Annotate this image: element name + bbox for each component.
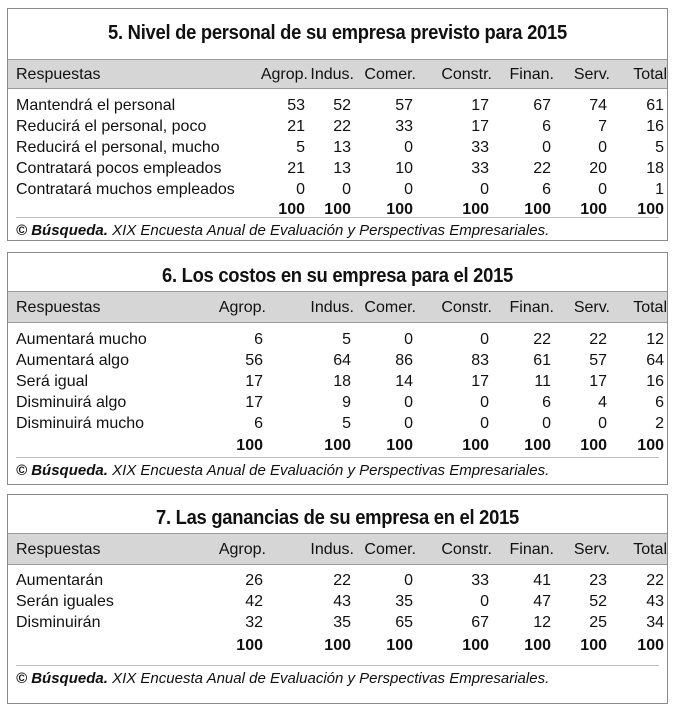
row-value: 42	[245, 593, 263, 610]
row-value: 33	[471, 572, 489, 589]
row-value: 0	[598, 139, 607, 156]
total-value: 100	[324, 437, 351, 454]
row-value: 0	[404, 181, 413, 198]
row-value: 17	[245, 373, 263, 390]
total-value: 100	[462, 201, 489, 218]
header-indus: Indus.	[310, 540, 354, 558]
row-value: 6	[655, 394, 664, 411]
header-serv: Serv.	[573, 540, 610, 558]
header-indus: Indus.	[310, 298, 354, 316]
row-value: 16	[646, 373, 664, 390]
row-value: 0	[598, 181, 607, 198]
footer-source: © Búsqueda.	[16, 462, 108, 479]
row-value: 12	[646, 331, 664, 348]
total-value: 100	[324, 637, 351, 654]
row-value: 83	[471, 352, 489, 369]
row-value: 22	[333, 118, 351, 135]
total-value: 100	[386, 437, 413, 454]
row-value: 35	[395, 593, 413, 610]
header-respuestas: Respuestas	[16, 540, 101, 558]
table-row	[8, 116, 667, 137]
row-value: 26	[245, 572, 263, 589]
row-label: Mantendrá el personal	[16, 97, 176, 114]
row-value: 0	[404, 139, 413, 156]
table-row	[8, 137, 667, 158]
row-value: 0	[480, 394, 489, 411]
row-value: 43	[333, 593, 351, 610]
row-value: 0	[480, 331, 489, 348]
row-value: 6	[542, 181, 551, 198]
row-value: 17	[589, 373, 607, 390]
row-value: 17	[471, 373, 489, 390]
row-value: 14	[395, 373, 413, 390]
table-row	[8, 179, 667, 200]
row-label: Reducirá el personal, poco	[16, 118, 207, 135]
row-value: 16	[646, 118, 664, 135]
row-value: 67	[533, 97, 551, 114]
row-value: 52	[333, 97, 351, 114]
row-value: 0	[480, 181, 489, 198]
row-value: 6	[542, 118, 551, 135]
table-row	[8, 158, 667, 179]
table-row	[8, 413, 667, 434]
total-value: 100	[637, 637, 664, 654]
header-comer: Comer.	[364, 540, 416, 558]
row-value: 64	[646, 352, 664, 369]
total-value: 100	[524, 637, 551, 654]
header-comer: Comer.	[364, 65, 416, 83]
row-value: 22	[589, 331, 607, 348]
table-panel-5	[7, 8, 668, 241]
header-comer: Comer.	[364, 298, 416, 316]
table-title: 5. Nivel de personal de su empresa previsto para 2015	[108, 22, 567, 44]
total-value: 100	[524, 437, 551, 454]
header-agrop: Agrop.	[260, 65, 308, 83]
total-value: 100	[580, 437, 607, 454]
header-constr: Constr.	[441, 298, 492, 316]
header-constr: Constr.	[441, 540, 492, 558]
row-value: 21	[287, 160, 305, 177]
row-value: 0	[480, 593, 489, 610]
table-row	[8, 392, 667, 413]
row-value: 0	[404, 572, 413, 589]
row-value: 13	[333, 160, 351, 177]
header-cells	[8, 297, 667, 318]
row-label: Contratará muchos empleados	[16, 181, 235, 198]
row-value: 18	[646, 160, 664, 177]
table-footer-source	[16, 217, 659, 239]
row-value: 4	[598, 394, 607, 411]
header-indus: Indus.	[310, 65, 354, 83]
row-value: 64	[333, 352, 351, 369]
row-value: 33	[395, 118, 413, 135]
total-value: 100	[637, 201, 664, 218]
table-row	[8, 371, 667, 392]
row-value: 13	[333, 139, 351, 156]
table-row	[8, 570, 667, 591]
row-value: 6	[254, 331, 263, 348]
row-value: 33	[471, 139, 489, 156]
row-value: 5	[342, 331, 351, 348]
row-value: 5	[655, 139, 664, 156]
row-label: Serán iguales	[16, 593, 114, 610]
totals-row	[8, 635, 667, 656]
table-header-row	[8, 59, 667, 89]
row-label: Disminuirá mucho	[16, 415, 145, 432]
row-value: 12	[533, 614, 551, 631]
row-value: 18	[333, 373, 351, 390]
header-agrop: Agrop.	[218, 540, 266, 558]
header-cells	[8, 64, 667, 85]
totals-row	[8, 435, 667, 456]
row-value: 20	[589, 160, 607, 177]
row-value: 10	[395, 160, 413, 177]
total-value: 100	[462, 637, 489, 654]
row-value: 22	[533, 331, 551, 348]
row-value: 23	[589, 572, 607, 589]
total-value: 100	[580, 201, 607, 218]
row-value: 5	[342, 415, 351, 432]
total-value: 100	[236, 437, 263, 454]
row-label: Será igual	[16, 373, 89, 390]
header-respuestas: Respuestas	[16, 65, 101, 83]
row-label: Contratará pocos empleados	[16, 160, 222, 177]
table-header-row	[8, 291, 667, 323]
row-value: 67	[471, 614, 489, 631]
row-value: 22	[333, 572, 351, 589]
total-value: 100	[236, 637, 263, 654]
row-label: Disminuirán	[16, 614, 101, 631]
row-value: 0	[598, 415, 607, 432]
total-value: 100	[324, 201, 351, 218]
row-label: Reducirá el personal, mucho	[16, 139, 220, 156]
row-value: 0	[342, 181, 351, 198]
total-value: 100	[386, 637, 413, 654]
header-respuestas: Respuestas	[16, 298, 101, 316]
row-label: Aumentarán	[16, 572, 104, 589]
row-value: 22	[533, 160, 551, 177]
row-value: 0	[542, 139, 551, 156]
row-value: 17	[471, 118, 489, 135]
header-cells	[8, 539, 667, 560]
row-value: 74	[589, 97, 607, 114]
row-value: 34	[646, 614, 664, 631]
row-value: 17	[471, 97, 489, 114]
row-value: 2	[655, 415, 664, 432]
row-value: 56	[245, 352, 263, 369]
row-value: 0	[480, 415, 489, 432]
header-serv: Serv.	[573, 65, 610, 83]
table-footer-source	[16, 665, 659, 687]
row-value: 7	[598, 118, 607, 135]
table-panel-7	[7, 494, 668, 704]
table-row	[8, 95, 667, 116]
row-value: 21	[287, 118, 305, 135]
row-value: 9	[342, 394, 351, 411]
total-value: 100	[278, 201, 305, 218]
row-value: 86	[395, 352, 413, 369]
row-value: 5	[296, 139, 305, 156]
row-value: 32	[245, 614, 263, 631]
row-value: 0	[404, 394, 413, 411]
row-value: 65	[395, 614, 413, 631]
header-finan: Finan.	[509, 540, 554, 558]
footer-text: XIX Encuesta Anual de Evaluación y Perspectivas Empresariales.	[112, 670, 550, 687]
row-value: 57	[589, 352, 607, 369]
row-value: 6	[542, 394, 551, 411]
footer-source: © Búsqueda.	[16, 670, 108, 687]
header-agrop: Agrop.	[218, 298, 266, 316]
row-value: 47	[533, 593, 551, 610]
row-value: 53	[287, 97, 305, 114]
row-value: 61	[533, 352, 551, 369]
row-value: 33	[471, 160, 489, 177]
header-serv: Serv.	[573, 298, 610, 316]
footer-source: © Búsqueda.	[16, 222, 108, 239]
row-value: 52	[589, 593, 607, 610]
header-finan: Finan.	[509, 65, 554, 83]
row-value: 11	[534, 373, 551, 390]
table-row	[8, 591, 667, 612]
table-row	[8, 612, 667, 633]
row-value: 35	[333, 614, 351, 631]
row-value: 0	[404, 331, 413, 348]
table-title: 6. Los costos en su empresa para el 2015	[161, 265, 514, 287]
row-value: 41	[533, 572, 551, 589]
row-value: 6	[254, 415, 263, 432]
row-value: 0	[404, 415, 413, 432]
footer-text: XIX Encuesta Anual de Evaluación y Perspectivas Empresariales.	[112, 222, 550, 239]
table-row	[8, 329, 667, 350]
table-title: 7. Las ganancias de su empresa en el 2015	[155, 507, 520, 529]
row-value: 61	[646, 97, 664, 114]
row-value: 0	[296, 181, 305, 198]
table-row	[8, 350, 667, 371]
row-value: 17	[245, 394, 263, 411]
header-total: Total	[633, 298, 667, 316]
total-value: 100	[580, 637, 607, 654]
row-label: Disminuirá algo	[16, 394, 127, 411]
row-value: 1	[655, 181, 664, 198]
row-value: 57	[395, 97, 413, 114]
table-panel-6	[7, 252, 668, 485]
total-value: 100	[462, 437, 489, 454]
header-finan: Finan.	[509, 298, 554, 316]
table-footer-source	[16, 457, 659, 479]
total-value: 100	[637, 437, 664, 454]
header-total: Total	[633, 540, 667, 558]
row-value: 25	[589, 614, 607, 631]
header-constr: Constr.	[441, 65, 492, 83]
row-label: Aumentará mucho	[16, 331, 147, 348]
row-label: Aumentará algo	[16, 352, 129, 369]
table-header-row	[8, 533, 667, 565]
row-value: 0	[542, 415, 551, 432]
row-value: 22	[646, 572, 664, 589]
footer-text: XIX Encuesta Anual de Evaluación y Perspectivas Empresariales.	[112, 462, 550, 479]
total-value: 100	[386, 201, 413, 218]
header-total: Total	[633, 65, 667, 83]
row-value: 43	[646, 593, 664, 610]
total-value: 100	[524, 201, 551, 218]
